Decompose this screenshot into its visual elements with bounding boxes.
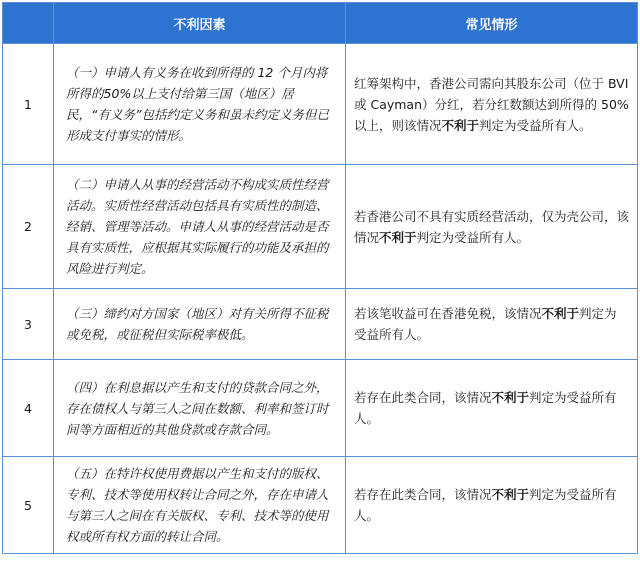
case-text-pre: 若存在此类合同，该情况 bbox=[354, 487, 492, 502]
table-row bbox=[3, 360, 638, 457]
row-case bbox=[346, 289, 638, 360]
case-text-bold: 不利于 bbox=[491, 390, 530, 405]
case-text-post: 判定为受益所有人。 bbox=[354, 390, 617, 426]
table-row bbox=[3, 165, 638, 289]
case-text-post: 判定为受益所有人。 bbox=[479, 117, 592, 133]
row-case bbox=[346, 360, 638, 457]
case-text-pre: 若香港公司不具有实质经营活动，仅为壳公司，该情况 bbox=[354, 208, 630, 245]
row-case bbox=[346, 457, 638, 554]
unfavorable-factors-table bbox=[2, 2, 638, 554]
table-header-row bbox=[3, 3, 638, 44]
case-text-bold: 不利于 bbox=[541, 306, 580, 321]
header-factor: 不利因素 bbox=[54, 3, 346, 44]
row-number: 5 bbox=[3, 457, 54, 554]
case-text-post: 判定为受益所有人。 bbox=[354, 487, 617, 523]
row-factor: （五）在特许权使用费据以产生和支付的版权、专利、技术等使用权转让合同之外，存在申请人与第三人之间在有关版权、专利、技术等的使用权或所有权方面的转让合同。 bbox=[54, 457, 346, 554]
case-text-pre: 若该笔收益可在香港免税，该情况 bbox=[354, 306, 542, 321]
case-text-bold: 不利于 bbox=[491, 487, 530, 502]
table-row bbox=[3, 44, 638, 165]
case-text-bold: 不利于 bbox=[379, 229, 417, 245]
row-number: 4 bbox=[3, 360, 54, 457]
row-factor: （一）申请人有义务在收到所得的 12 个月内将所得的50%以上支付给第三国（地区）居民，“有义务”包括约定义务和虽未约定义务但已形成支付事实的情形。 bbox=[54, 44, 346, 165]
row-factor: （二）申请人从事的经营活动不构成实质性经营活动。实质性经营活动包括具有实质性的制造、经销、管理等活动。申请人从事的经营活动是否具有实质性，应根据其实际履行的功能及承担的风险进行判定。 bbox=[54, 165, 346, 289]
row-number: 3 bbox=[3, 289, 54, 360]
case-text-bold: 不利于 bbox=[441, 117, 480, 133]
table-row bbox=[3, 457, 638, 554]
header-case: 常见情形 bbox=[346, 3, 638, 44]
row-factor: （四）在利息据以产生和支付的贷款合同之外，存在债权人与第三人之间在数额、利率和签订时间等方面相近的其他贷款或存款合同。 bbox=[54, 360, 346, 457]
case-text-pre: 若存在此类合同，该情况 bbox=[354, 390, 492, 405]
row-number: 2 bbox=[3, 165, 54, 289]
case-text-post: 判定为受益所有人。 bbox=[354, 306, 617, 342]
case-text-post: 判定为受益所有人。 bbox=[416, 229, 530, 245]
row-number: 1 bbox=[3, 44, 54, 165]
row-factor: （三）缔约对方国家（地区）对有关所得不征税或免税，或征税但实际税率极低。 bbox=[54, 289, 346, 360]
row-case bbox=[346, 44, 638, 165]
table-row bbox=[3, 289, 638, 360]
header-number bbox=[3, 3, 54, 44]
row-case bbox=[346, 165, 638, 289]
case-text-pre: 红筹架构中，香港公司需向其股东公司（位于 BVI 或 Cayman）分红，若分红数额达到所得的 50%以上，则该情况 bbox=[354, 75, 629, 133]
